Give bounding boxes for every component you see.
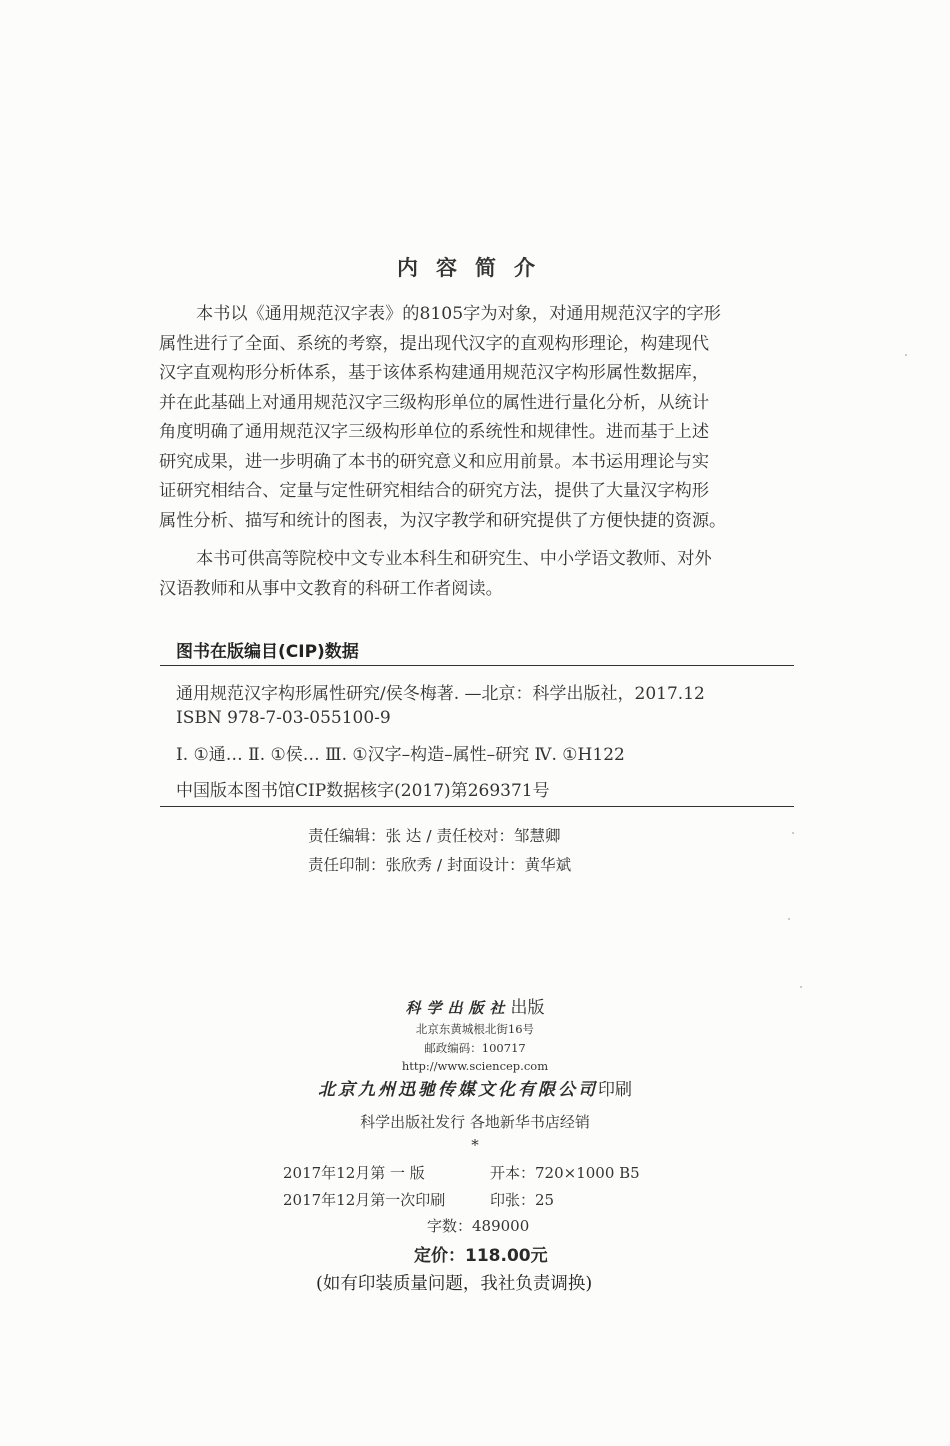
separator-star: * <box>471 1136 479 1154</box>
edition-info: 2017年12月第 一 版 <box>283 1164 425 1182</box>
staff-credits-1: 责任编辑：张 达 / 责任校对：邹慧卿 <box>308 827 561 845</box>
publisher-url: http://www.sciencep.com <box>401 1059 549 1073</box>
intro-line: 研究成果，进一步明确了本书的研究意义和应用前景。本书运用理论与实 <box>159 451 710 472</box>
intro-line: 汉语教师和从事中文教育的科研工作者阅读。 <box>159 578 503 599</box>
intro-line: 本书可供高等院校中文专业本科生和研究生、中小学语文教师、对外 <box>196 549 712 569</box>
staff-credits-2: 责任印制：张欣秀 / 封面设计：黄华斌 <box>308 856 572 874</box>
cip-line: 通用规范汉字构形属性研究/侯冬梅著. —北京：科学出版社，2017.12 <box>176 684 705 704</box>
cip-bottom-rule <box>160 806 794 807</box>
intro-line: 本书以《通用规范汉字表》的8105字为对象，对通用规范汉字的字形 <box>196 304 721 324</box>
intro-line: 角度明确了通用规范汉字三级构形单位的系统性和规律性。进而基于上述 <box>159 422 710 442</box>
scan-speck <box>800 986 802 988</box>
printing-info: 2017年12月第一次印刷 <box>283 1191 446 1209</box>
intro-line: 属性进行了全面、系统的考察，提出现代汉字的直观构形理论，构建现代 <box>159 333 710 354</box>
distribution-line: 科学出版社发行 各地新华书店经销 <box>360 1113 590 1131</box>
intro-line: 并在此基础上对通用规范汉字三级构形单位的属性进行量化分析，从统计 <box>159 392 710 413</box>
sheets-info: 印张：25 <box>490 1191 555 1209</box>
printer-name: 北京九州迅驰传媒文化有限公司 <box>318 1080 598 1100</box>
scan-speck <box>788 918 790 920</box>
format-info: 开本：720×1000 B5 <box>490 1164 640 1182</box>
publisher-address: 北京东黄城根北街16号 <box>415 1022 535 1036</box>
publisher-line <box>0 993 950 1018</box>
cip-heading: 图书在版编目(CIP)数据 <box>176 642 359 662</box>
section-title: 内容简介 <box>397 256 553 280</box>
word-count: 字数：489000 <box>427 1217 530 1235</box>
publisher-postcode: 邮政编码：100717 <box>424 1041 526 1055</box>
printer-action: 印刷 <box>598 1080 632 1100</box>
scan-speck <box>905 354 907 356</box>
publisher-name: 科学出版社 <box>405 999 511 1017</box>
printer-line <box>0 1075 950 1100</box>
intro-line: 证研究相结合、定量与定性研究相结合的研究方法，提供了大量汉字构形 <box>159 481 710 501</box>
quality-note: (如有印装质量问题，我社负责调换) <box>316 1274 593 1294</box>
scan-speck <box>792 832 794 834</box>
publisher-action: 出版 <box>510 998 545 1018</box>
cip-top-rule <box>160 665 794 666</box>
cip-line: 中国版本图书馆CIP数据核字(2017)第269371号 <box>176 781 550 801</box>
cip-line: Ⅰ. ①通… Ⅱ. ①侯… Ⅲ. ①汉字–构造–属性–研究 Ⅳ. ①H122 <box>176 745 625 765</box>
cip-line: ISBN 978-7-03-055100-9 <box>176 708 391 728</box>
price: 定价：118.00元 <box>414 1246 548 1266</box>
intro-line: 属性分析、描写和统计的图表，为汉字教学和研究提供了方便快捷的资源。 <box>159 510 727 531</box>
intro-line: 汉字直观构形分析体系，基于该体系构建通用规范汉字构形属性数据库， <box>159 363 710 383</box>
